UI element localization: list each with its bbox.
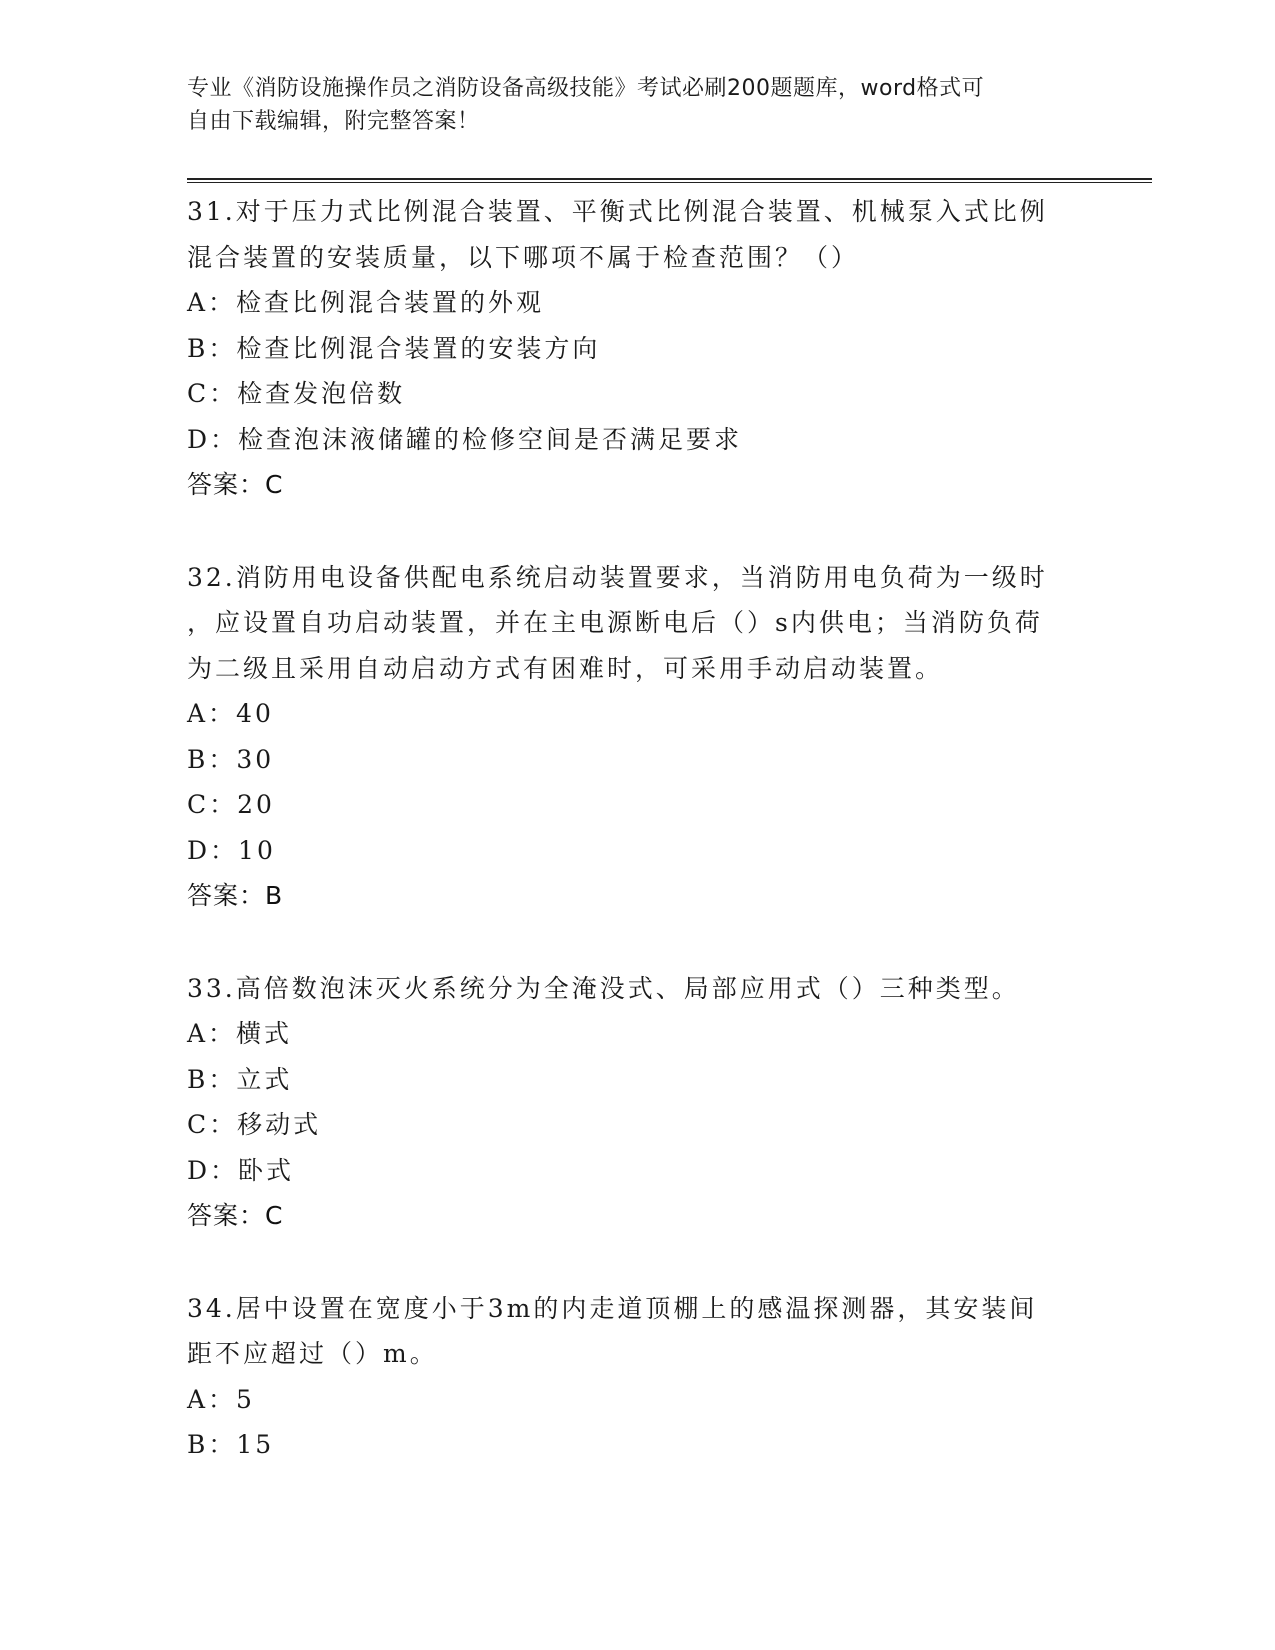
document-header [187, 72, 1087, 138]
header-line-1: 专业《消防设施操作员之消防设备高级技能》考试必刷200题题库，word格式可 [187, 76, 985, 101]
option-b: B：15 [187, 1430, 275, 1459]
header-line-2: 自由下载编辑，附完整答案！ [187, 109, 480, 134]
question-stem-line: 32.消防用电设备供配电系统启动装置要求，当消防用电负荷为一级时 [187, 562, 1048, 592]
option-a: A：5 [187, 1384, 255, 1414]
question-stem-line: 33.高倍数泡沫灭火系统分为全淹没式、局部应用式（）三种类型。 [187, 973, 1020, 1003]
option-c: C：移动式 [187, 1110, 322, 1139]
option-b: B：立式 [187, 1064, 293, 1094]
option-a: A：横式 [187, 1019, 293, 1048]
option-b: B：检查比例混合装置的安装方向 [187, 333, 601, 363]
option-d: D：卧式 [187, 1155, 295, 1185]
question-stem-line: 31.对于压力式比例混合装置、平衡式比例混合装置、机械泵入式比例 [187, 197, 1048, 226]
header-divider [187, 178, 1152, 183]
answer: 答案：C [187, 1201, 284, 1230]
option-d: D：10 [187, 835, 276, 865]
answer: 答案：C [187, 470, 284, 499]
question-31 [187, 189, 1087, 508]
question-stem-line: 混合装置的安装质量，以下哪项不属于检查范围？（） [187, 242, 860, 272]
question-32 [187, 555, 1087, 919]
question-list [187, 189, 1087, 1515]
answer: 答案：B [187, 881, 284, 910]
option-c: C：检查发泡倍数 [187, 379, 406, 408]
question-stem-line: 34.居中设置在宽度小于3m的内走道顶棚上的感温探测器，其安装间 [187, 1293, 1038, 1323]
question-stem-line: 为二级且采用自动启动方式有困难时，可采用手动启动装置。 [187, 653, 944, 683]
option-c: C：20 [187, 790, 275, 819]
question-stem-line: 距不应超过（）m。 [187, 1339, 438, 1368]
question-stem-line: ，应设置自功启动装置，并在主电源断电后（）s内供电；当消防负荷 [187, 608, 1043, 637]
option-d: D：检查泡沫液储罐的检修空间是否满足要求 [187, 424, 743, 454]
option-a: A：检查比例混合装置的外观 [187, 288, 545, 317]
question-33 [187, 966, 1087, 1239]
option-a: A：40 [187, 699, 274, 728]
question-34 [187, 1286, 1087, 1468]
option-b: B：30 [187, 744, 275, 774]
